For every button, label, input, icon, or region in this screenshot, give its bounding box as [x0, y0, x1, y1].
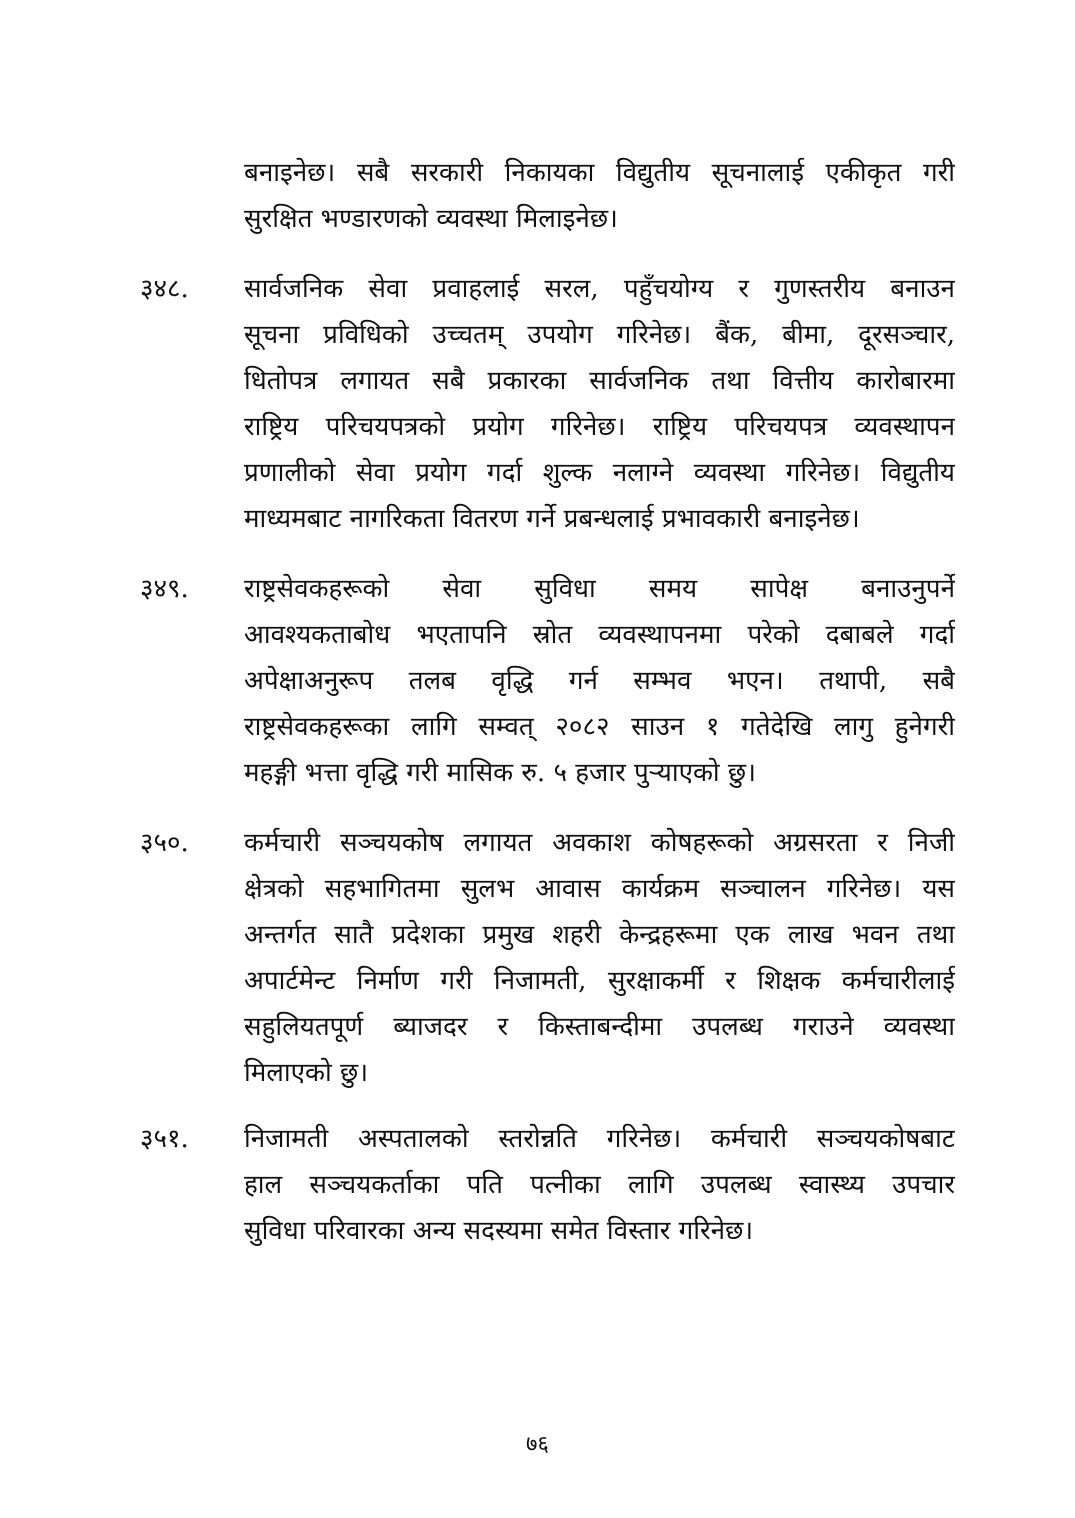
- paragraph-line: माध्यमबाट नागरिकता वितरण गर्ने प्रबन्धलाई प्रभावकारी बनाइनेछ।: [244, 504, 860, 534]
- paragraph-line: हाल सञ्चयकर्ताका पति पत्नीका लागि उपलब्ध स्वास्थ्य उपचार: [244, 1170, 955, 1200]
- paragraph-line: आवश्यकताबोध भएतापनि स्रोत व्यवस्थापनमा परेको दबाबले गर्दा: [244, 620, 955, 650]
- paragraph-number: ३४९.: [140, 574, 189, 604]
- paragraph-body: [244, 266, 955, 542]
- paragraph-line: सहुलियतपूर्ण ब्याजदर र किस्ताबन्दीमा उपलब्ध गराउने व्यवस्था: [244, 1012, 955, 1042]
- paragraph-line: मिलाएको छु।: [244, 1058, 369, 1088]
- intro-paragraph-body: [244, 150, 955, 242]
- paragraph-line: प्रणालीको सेवा प्रयोग गर्दा शुल्क नलाग्ने व्यवस्था गरिनेछ। विद्युतीय: [244, 458, 955, 488]
- paragraph-line: बनाइनेछ। सबै सरकारी निकायका विद्युतीय सूचनालाई एकीकृत गरी: [244, 158, 955, 188]
- paragraph-line: निजामती अस्पतालको स्तरोन्नति गरिनेछ। कर्मचारी सञ्चयकोषबाट: [244, 1124, 955, 1154]
- paragraph-number: ३५०.: [140, 828, 189, 858]
- paragraph-body: [244, 566, 955, 796]
- paragraph-line: क्षेत्रको सहभागितमा सुलभ आवास कार्यक्रम सञ्चालन गरिनेछ। यस: [244, 874, 955, 904]
- paragraph-number: ३५१.: [140, 1124, 189, 1154]
- paragraph-body: [244, 820, 955, 1096]
- paragraph-line: राष्ट्रसेवकहरूका लागि सम्वत् २०८२ साउन १ गतेदेखि लागु हुनेगरी: [244, 712, 955, 742]
- page-number: ७६: [526, 1432, 549, 1457]
- paragraph-line: कर्मचारी सञ्चयकोष लगायत अवकाश कोषहरूको अग्रसरता र निजी: [244, 828, 955, 858]
- paragraph-line: सूचना प्रविधिको उच्चतम् उपयोग गरिनेछ। बैंक, बीमा, दूरसञ्चार,: [244, 320, 955, 350]
- paragraph-line: राष्ट्रसेवकहरूको सेवा सुविधा समय सापेक्ष बनाउनुपर्ने: [244, 574, 955, 604]
- paragraph-body: [244, 1116, 955, 1254]
- paragraph-line: महङ्गी भत्ता वृद्धि गरी मासिक रु. ५ हजार पुर्‍याएको छु।: [244, 758, 757, 788]
- paragraph-number: ३४८.: [140, 274, 189, 304]
- paragraph-line: सुरक्षित भण्डारणको व्यवस्था मिलाइनेछ।: [244, 204, 618, 234]
- paragraph-line: राष्ट्रिय परिचयपत्रको प्रयोग गरिनेछ। राष्ट्रिय परिचयपत्र व्यवस्थापन: [244, 412, 955, 442]
- paragraph-line: सार्वजनिक सेवा प्रवाहलाई सरल, पहुँचयोग्य र गुणस्तरीय बनाउन: [244, 274, 955, 304]
- paragraph-line: अन्तर्गत सातै प्रदेशका प्रमुख शहरी केन्द्रहरूमा एक लाख भवन तथा: [244, 920, 955, 950]
- paragraph-line: सुविधा परिवारका अन्य सदस्यमा समेत विस्तार गरिनेछ।: [244, 1216, 754, 1246]
- paragraph-line: अपार्टमेन्ट निर्माण गरी निजामती, सुरक्षाकर्मी र शिक्षक कर्मचारीलाई: [244, 966, 955, 996]
- paragraph-line: धितोपत्र लगायत सबै प्रकारका सार्वजनिक तथा वित्तीय कारोबारमा: [244, 366, 955, 396]
- paragraph-line: अपेक्षाअनुरूप तलब वृद्धि गर्न सम्भव भएन। तथापी, सबै: [244, 666, 955, 696]
